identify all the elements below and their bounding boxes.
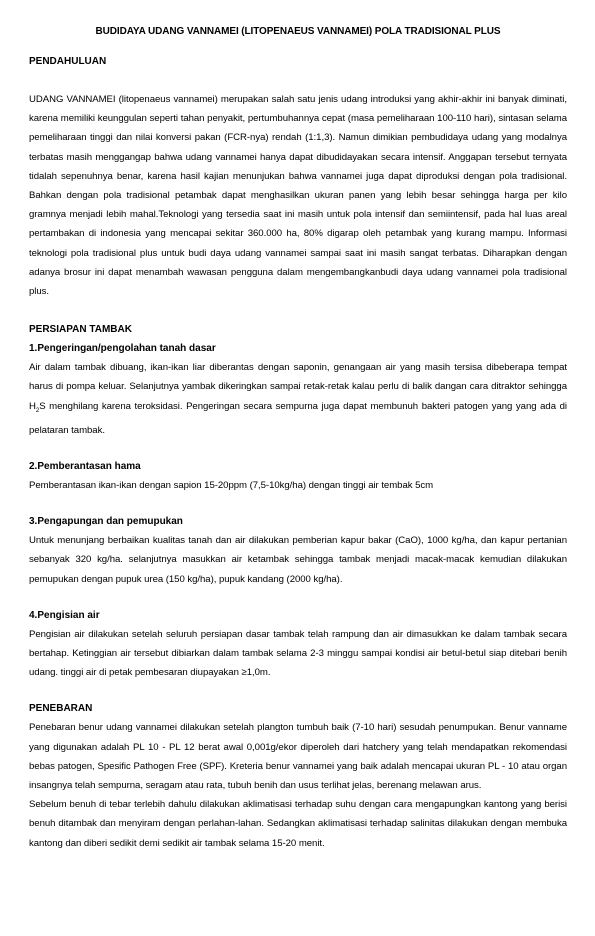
section-heading-persiapan: PERSIAPAN TAMBAK [29,324,132,336]
pendahuluan-paragraph: UDANG VANNAMEI (litopenaeus vannamei) merupakan salah satu jenis udang introduksi yang akhir-akhir ini banyak diminati, karena memiliki keunggulan seperti tahan penyakit, pertumbuhannya cepat (masa pemeliharaan 100-110 hari), sintasan selama pemeliharaan tinggi dan nilai konversi pakan (FCR-nya) rendah (1:1,3). Namun dimikian pembudidaya udang yang modalnya terbatas masih menggangap bahwa udang vannamei hanya dapat dibudidayakan secara intensif. Anggapan tersebut ternyata tidalah sepenuhnya benar, karena hasil kajian menunjukan bahwa vannamei juga dapat diproduksi dengan pola tradisional. Bahkan dengan pola tradisional petambak dapat menghasilkan ukuran panen yang lebih besar sehingga harga per kilo gramnya menjadi lebih mahal.Teknologi yang tersedia saat ini masih untuk pola intensif dan semiintensif, pada hal luas areal pertambakan di indonesia yang mencapai sekitar 360.000 ha, 80% digarap oleh petambak yang kurang mampu. Informasi teknologi pola tradisional plus untuk budi daya udang vannamei sampai saat ini masih sangat terbatas. Diharapkan dengan adanya brosur ini dapat menambah wawasan pengguna dalam mengembangkanbudi daya udang vannamei pola tradisional plus. [29,94,567,298]
pengapungan-paragraph: Untuk menunjang berbaikan kualitas tanah dan air dilakukan pemberian kapur bakar (CaO), 1000 kg/ha, dan kapur pertanian sebanyak 320 kg/ha. selanjutnya masukkan air ketambak sehingga tambak menjadi macak-macak kemudian dilakukan pemupukan dengan pupuk urea (150 kg/ha), pupuk kandang (2000 kg/ha). [29,535,567,585]
pemberantasan-paragraph: Pemberantasan ikan-ikan dengan sapion 15-20ppm (7,5-10kg/ha) dengan tinggi air tembak 5cm [29,479,434,491]
h2s-subscript: 2 [35,407,40,414]
pengeringan-text-before: Air dalam tambak dibuang, ikan-ikan liar diberantas dengan saponin, genangaan air yang masih tersisa dibeberapa tempat harus di pompa keluar. Selanjutnya yambak dikeringkan sampai retak-retak kalau perlu di balik dangan cara ditraktor sehingga H [29,362,567,412]
penebaran-paragraph-2: Sebelum benuh di tebar terlebih dahulu dilakukan aklimatisasi terhadap suhu dengan cara mengapungkan kantong yang berisi benuh ditambak dan menyiram dengan perlahan-lahan. Sedangkan aklimatisasi terhadap salinitas dilakukan dengan membuka kantong dan diberi sedikit demi sedikit air tambak selama 15-20 menit. [29,799,567,849]
spacer [29,495,567,512]
subheading-pengeringan: 1.Pengeringan/pengolahan tanah dasar [29,343,216,355]
subheading-pengapungan: 3.Pengapungan dan pemupukan [29,516,183,528]
pengeringan-text-after: S menghilang karena teroksidasi. Pengeringan secara sempurna juga dapat membunuh bakteri patogen yang yang ada di pelataran tambak. [29,400,567,436]
document-title: BUDIDAYA UDANG VANNAMEI (LITOPENAEUS VANNAMEI) POLA TRADISIONAL PLUS [95,26,501,37]
section-heading-pendahuluan: PENDAHULUAN [29,56,107,67]
subheading-pemberantasan: 2.Pemberantasan hama [29,460,141,472]
document-page [29,26,567,853]
spacer [29,301,567,320]
spacer [29,71,567,90]
pengeringan-paragraph [29,358,567,440]
section-heading-penebaran: PENEBARAN [29,703,93,715]
penebaran-paragraph-1: Penebaran benur udang vannamei dilakukan setelah plangton tumbuh baik (7-10 hari) sesudah penumpukan. Benur vanname yang digunakan adalah PL 10 - PL 12 berat awal 0,001g/ekor diperoleh dari hatchery yang telah mendapatkan rekomendasi bebas patogen, Spesific Pathogen Free (SPF). Kreteria benur vannamei yang baik adalah mencapai ukuran PL - 10 atau organ insangnya telah sempurna, seragam atau rata, tubuh benih dan usus terlihat jelas, berenang melawan arus. [29,722,567,791]
subheading-pengisian-air: 4.Pengisian air [29,609,100,621]
spacer [29,682,567,699]
pengisian-air-paragraph: Pengisian air dilakukan setelah seluruh persiapan dasar tambak telah rampung dan air dimasukkan ke dalam tambak secara bertahap. Ketinggian air tersebut dibiarkan dalam tambak selama 2-3 minggu sampai kondisi air betul-betul siap ditebari benih udang. tinggi air di petak pembesaran diupayakan ≥1,0m. [29,628,567,679]
spacer [29,440,567,457]
spacer [29,589,567,606]
